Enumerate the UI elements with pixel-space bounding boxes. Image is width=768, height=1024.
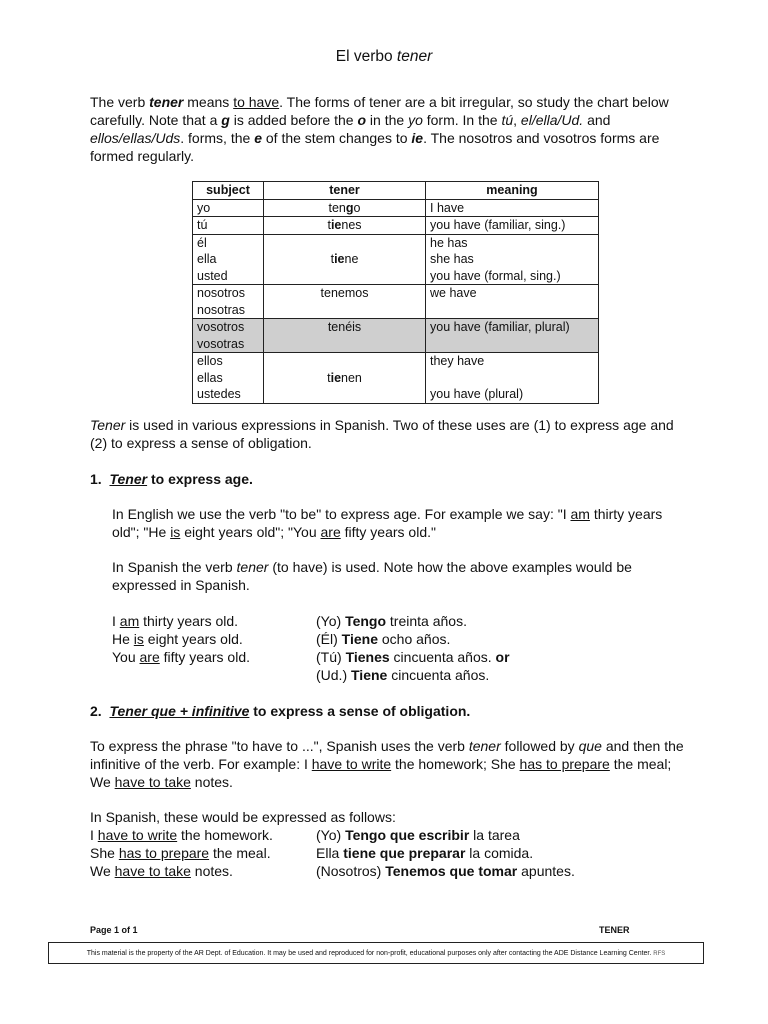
subject-cell: él ella usted: [193, 234, 264, 285]
meaning-cell: you have (familiar, plural): [426, 319, 599, 353]
header-meaning: meaning: [426, 182, 599, 200]
obligation-example-en: We have to take notes.: [90, 863, 233, 879]
header-tener: tener: [264, 182, 426, 200]
verb-form-cell: tenemos: [264, 285, 426, 319]
obligation-example-es: (Nosotros) Tenemos que tomar apuntes.: [316, 863, 575, 879]
meaning-cell: we have: [426, 285, 599, 319]
obligation-example-es: Ella tiene que preparar la comida.: [316, 845, 534, 861]
section-2-paragraph-2: In Spanish, these would be expressed as follows:: [90, 809, 396, 825]
section-1-paragraph-2: In Spanish the verb tener (to have) is used. Note how the above examples would be expressed in Spanish.: [112, 559, 632, 593]
age-example-en: You are fifty years old.: [112, 649, 251, 665]
section-1-heading: 1. Tener to express age.: [90, 471, 253, 487]
verb-form-cell: tienes: [264, 217, 426, 235]
subject-cell: vosotros vosotras: [193, 319, 264, 353]
copyright-notice: This material is the property of the AR Dept. of Education. It may be used and reproduced for non-profit, educational purposes only after contacting the ADE Distance Learning Center. RFS: [48, 942, 704, 964]
subject-cell: tú: [193, 217, 264, 235]
meaning-cell: I have: [426, 199, 599, 217]
page-title: El verbo tener: [335, 48, 433, 65]
intro-paragraph: The verb tener means to have. The forms of tener are a bit irregular, so study the chart below carefully. Note that a g is added before the o in the yo form. In the tú, el/ella/Ud. and ellos/ellas/Uds. forms, the e of the stem changes to ie. The nosotros and vosotros forms are formed regularly.: [90, 94, 669, 164]
author-initials: RFS: [653, 951, 666, 957]
table-row: [193, 234, 599, 285]
footer-topic: TENER: [599, 925, 630, 935]
subject-cell: nosotros nosotras: [193, 285, 264, 319]
subject-cell: ellos ellas ustedes: [193, 353, 264, 404]
table-header-row: [193, 182, 599, 200]
age-example-es: (Ud.) Tiene cincuenta años.: [316, 667, 490, 683]
table-row: [193, 217, 599, 235]
table-row: [193, 319, 599, 353]
page-number: Page 1 of 1: [90, 925, 138, 935]
verb-form-cell: tienen: [264, 353, 426, 404]
obligation-example-en: She has to prepare the meal.: [90, 845, 271, 861]
obligation-example-es: (Yo) Tengo que escribir la tarea: [316, 827, 520, 843]
section-2-heading: 2. Tener que + infinitive to express a sense of obligation.: [90, 703, 471, 719]
age-example-en: He is eight years old.: [112, 631, 243, 647]
verb-form-cell: tengo: [264, 199, 426, 217]
conjugation-table: [192, 181, 599, 404]
section-2-paragraph-1: To express the phrase "to have to ...", Spanish uses the verb tener followed by que and then the infinitive of the verb. For example: I have to write the homework; She has to prepare the meal; We have to take notes.: [90, 738, 684, 790]
verb-form-cell: tiene: [264, 234, 426, 285]
age-example-es: (Él) Tiene ocho años.: [316, 631, 451, 647]
table-row: [193, 199, 599, 217]
subject-cell: yo: [193, 199, 264, 217]
age-example-es: (Yo) Tengo treinta años.: [316, 613, 467, 629]
section-1-paragraph-1: In English we use the verb "to be" to express age. For example we say: "I am thirty years old"; "He is eight years old"; "You are fifty years old.": [112, 506, 663, 540]
header-subject: subject: [193, 182, 264, 200]
obligation-example-en: I have to write the homework.: [90, 827, 273, 843]
uses-paragraph: Tener is used in various expressions in Spanish. Two of these uses are (1) to express age and (2) to express a sense of obligation.: [90, 417, 674, 451]
meaning-cell: they have you have (plural): [426, 353, 599, 404]
table-row: [193, 285, 599, 319]
verb-form-cell: tenéis: [264, 319, 426, 353]
table-row: [193, 353, 599, 404]
meaning-cell: you have (familiar, sing.): [426, 217, 599, 235]
age-example-es: (Tú) Tienes cincuenta años. or: [316, 649, 510, 665]
meaning-cell: he has she has you have (formal, sing.): [426, 234, 599, 285]
age-example-en: I am thirty years old.: [112, 613, 239, 629]
